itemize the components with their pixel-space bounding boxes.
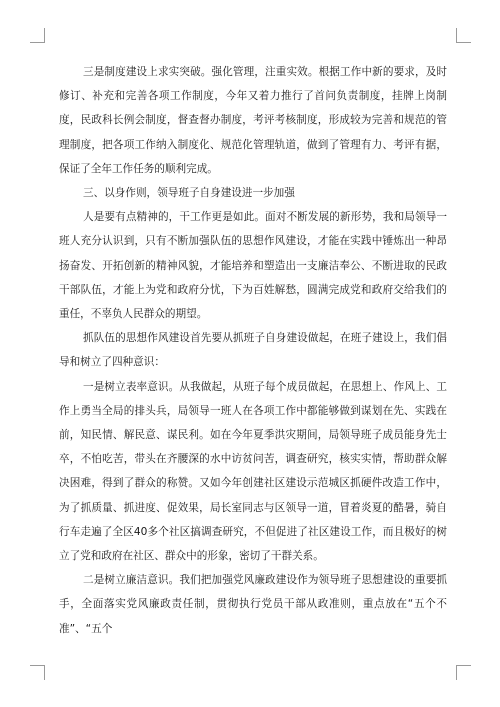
paragraph-integrity-awareness: 二是树立廉洁意识。我们把加强党风廉政建设作为领导班子思想建设的重要抓手，全面落实党风廉政责任制，贯彻执行党员干部从政准则，重点放在“五个不准”、“五个 <box>59 574 447 635</box>
crop-mark-top-left <box>30 28 45 43</box>
crop-mark-top-right <box>456 28 471 43</box>
paragraph-exemplary-awareness: 一是树立表率意识。从我做起，从班子每个成员做起，在思想上、作风上、工作上勇当全局的排头兵，局领导一班人在各项工作中都能够做到谋划在先、实践在前，知民情、解民意、谋民利。如在今年夏季洪灾期间，局领导班子成员能身先士卒，不怕吃苦，带头在齐腰深的水中访贫问苦，调查研究，核实实情，帮助群众解决困难，得到了群众的称赞。又如今年创建社区建设示范城区抓硬件改造工作中，为了抓质量、抓进度、促效果，局长室同志与区领导一道，冒着炎夏的酷暑，骑自行车走遍了全区40多个社区搞调查研究，不但促进了社区建设工作，而且极好的树立了党和政府在社区、群众中的形象，密切了干群关系。 <box>59 380 447 563</box>
paragraph-four-awareness-intro: 抓队伍的思想作风建设首先要从抓班子自身建设做起，在班子建设上，我们倡导和树立了四种意识： <box>59 332 447 369</box>
paragraph-spirit: 人是要有点精神的，干工作更是如此。面对不断发展的新形势，我和局领导一班人充分认识到，只有不断加强队伍的思想作风建设，才能在实践中锤炼出一种昂扬奋发、开拓创新的精神风貌，才能培养和塑造出一支廉洁奉公、不断进取的民政干部队伍，才能上为党和政府分忧，下为百姓解愁，圆满完成党和政府交给我们的重任，不辜负人民群众的期望。 <box>59 211 447 321</box>
crop-mark-bottom-left <box>30 665 45 680</box>
document-body <box>59 60 447 641</box>
crop-mark-bottom-right <box>456 665 471 680</box>
section-heading-leadership: 三、以身作则，领导班子自身建设进一步加强 <box>83 187 295 200</box>
paragraph-system-building: 三是制度建设上求实突破。强化管理，注重实效。根据工作中新的要求，及时修订、补充和完善各项工作制度，今年又着力推行了首问负责制度，挂牌上岗制度，民政科长例会制度，督查督办制度，考评考核制度，形成较为完善和规范的管理制度，把各项工作纳入制度化、规范化管理轨道，做到了管理有力、考评有据，保证了全年工作任务的顺利完成。 <box>59 66 447 175</box>
